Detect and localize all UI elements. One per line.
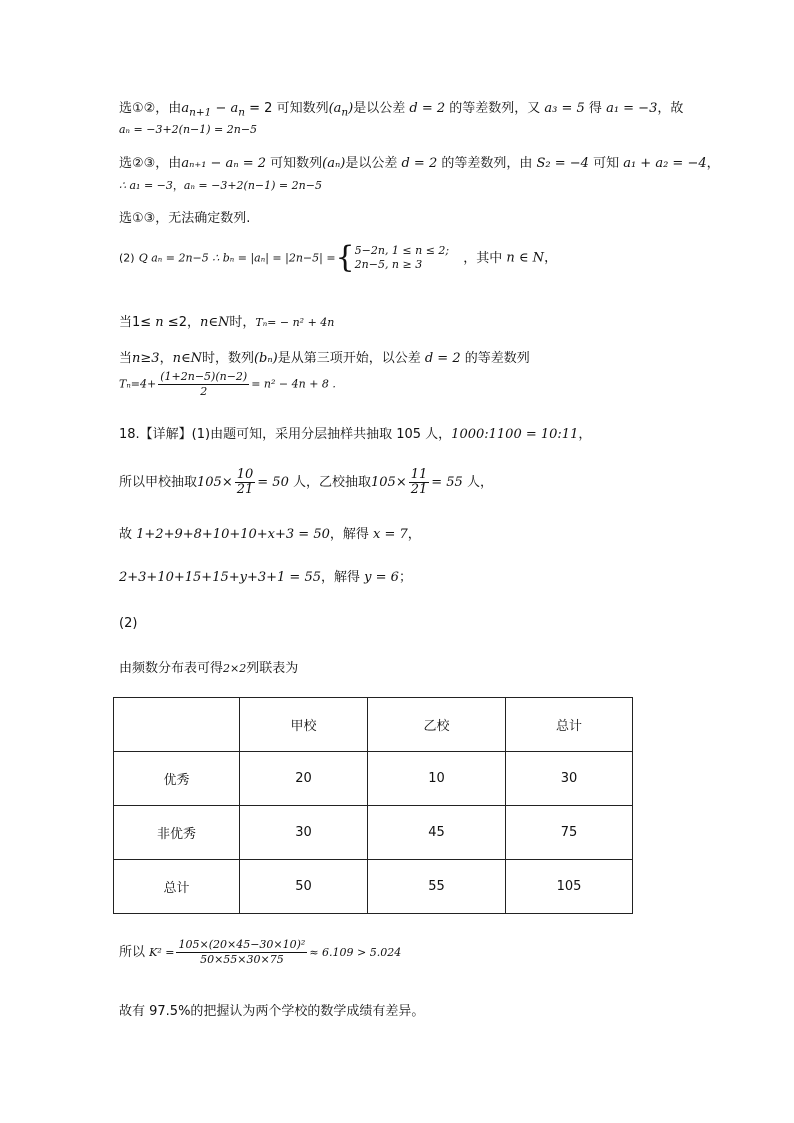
- numerator: 10: [236, 467, 254, 482]
- text: ，故: [657, 101, 684, 116]
- text: ，: [172, 179, 184, 192]
- math: y = 6: [364, 570, 399, 585]
- denominator: 21: [236, 482, 254, 497]
- math: Q aₙ = 2n−5 ∴ bₙ = |aₙ| = |2n−5| =: [138, 251, 336, 265]
- math: ): [348, 101, 354, 116]
- text: 时，数列: [201, 351, 254, 366]
- text: ，: [544, 250, 558, 266]
- fraction: [158, 370, 249, 399]
- table-cell: 乙校: [368, 698, 506, 752]
- math: 105×: [197, 475, 233, 490]
- math: n: [155, 315, 164, 330]
- math-line: [119, 370, 336, 399]
- denominator: 21: [410, 482, 428, 497]
- math: x = 7: [373, 527, 408, 542]
- text: 时，: [229, 315, 256, 330]
- denominator: 2: [200, 385, 208, 398]
- table-cell: 非优秀: [114, 806, 240, 860]
- table-cell: 总计: [506, 698, 633, 752]
- table-row: [114, 752, 633, 806]
- math: aₙ = −3+2(n−1) = 2n−5: [183, 179, 322, 192]
- text: 18.【详解】(1)由题可知，采用分层抽样共抽取 105 人，: [119, 427, 452, 442]
- text: 选②③，由: [119, 156, 182, 171]
- text: 得: [584, 101, 607, 116]
- text-line: 故有 97.5%的把握认为两个学校的数学成绩有差异。: [119, 1004, 425, 1019]
- text: 人，: [462, 475, 493, 490]
- math: 2×2: [223, 662, 247, 675]
- math: (bₙ): [253, 351, 278, 366]
- text-line: [119, 426, 591, 444]
- text-line: [119, 526, 421, 544]
- math: Tₙ= − n² + 4n: [255, 316, 335, 329]
- math: aₙ₊₁ − aₙ = 2: [181, 156, 267, 171]
- math: n: [238, 106, 246, 119]
- math: (aₙ): [322, 156, 346, 171]
- math: − a: [211, 101, 239, 116]
- text-line: 选①③，无法确定数列.: [119, 211, 251, 226]
- text: 所以甲校抽取: [119, 475, 198, 490]
- text: 的等差数列，由: [437, 156, 537, 171]
- math: Tₙ=4+: [119, 377, 157, 391]
- math: K² =: [149, 946, 175, 959]
- table-cell: 优秀: [114, 752, 240, 806]
- math: a: [181, 101, 190, 116]
- table-cell: 105: [506, 860, 633, 914]
- text: 是以公差: [345, 156, 402, 171]
- math: a₁ + a₂ = −4: [623, 156, 707, 171]
- math: S₂ = −4: [536, 156, 589, 171]
- text: 是从第三项开始，以公差: [277, 351, 425, 366]
- text-line: [119, 660, 298, 678]
- text: ，: [407, 527, 421, 542]
- math: n ∈ N: [506, 250, 545, 266]
- numerator: (1+2n−5)(n−2): [160, 370, 248, 383]
- math: n∈N: [199, 315, 230, 330]
- math: n∈N: [172, 351, 202, 366]
- text: ≤2，: [163, 315, 200, 330]
- table-cell: 甲校: [240, 698, 368, 752]
- text-line: [119, 314, 334, 332]
- table-row: [114, 860, 633, 914]
- math: n+1: [189, 106, 212, 119]
- math: = 55: [431, 475, 463, 490]
- fraction: [409, 468, 430, 497]
- table-cell: 50: [240, 860, 368, 914]
- math: a₁ = −3: [606, 101, 658, 116]
- denominator: 50×55×30×75: [200, 953, 284, 966]
- fraction: [235, 468, 256, 497]
- text: ，: [578, 427, 592, 442]
- text: ，: [706, 156, 720, 171]
- text: ，解得: [321, 570, 365, 585]
- numerator: 105×(20×45−30×10)²: [178, 938, 306, 951]
- text-line: [119, 155, 720, 173]
- text: 选①②，由: [119, 101, 182, 116]
- text-line: [119, 569, 412, 587]
- text-line: [119, 350, 530, 368]
- contingency-table: [113, 697, 633, 914]
- math-line: aₙ = −3+2(n−1) = 2n−5: [119, 123, 258, 136]
- math: 1+2+9+8+10+10+x+3 = 50: [136, 527, 330, 542]
- math: a₃ = 5: [544, 101, 585, 116]
- math: 105×: [371, 475, 407, 490]
- text: ；: [398, 570, 412, 585]
- text-line: (2): [119, 616, 138, 631]
- case-1: 5−2n, 1 ≤ n ≤ 2;: [354, 244, 450, 257]
- text: (2): [119, 251, 135, 265]
- text: 列联表为: [246, 661, 299, 676]
- case-2: 2n−5, n ≥ 3: [354, 258, 423, 271]
- table-cell: 30: [506, 752, 633, 806]
- text: 由频数分布表可得: [119, 661, 224, 676]
- text: 是以公差: [353, 101, 410, 116]
- table-cell: 10: [368, 752, 506, 806]
- table-cell: [114, 698, 240, 752]
- text: 的等差数列: [460, 351, 530, 366]
- table-row: [114, 806, 633, 860]
- math: = 50: [257, 475, 289, 490]
- math: 1000:1100 = 10:11: [451, 427, 579, 442]
- table-cell: 55: [368, 860, 506, 914]
- fraction: [176, 938, 307, 967]
- text: = 2 可知数列: [245, 101, 329, 116]
- table-cell: 75: [506, 806, 633, 860]
- text-line: [119, 938, 401, 967]
- math: = n² − 4n + 8 .: [251, 377, 336, 391]
- math-line: [119, 240, 558, 275]
- table-cell: 总计: [114, 860, 240, 914]
- math: ∴ a₁ = −3: [119, 179, 173, 192]
- text: 可知: [588, 156, 624, 171]
- text: 的等差数列，又: [445, 101, 545, 116]
- text-line: [119, 468, 493, 497]
- text: 当: [119, 351, 133, 366]
- text: 故: [119, 527, 137, 542]
- math-line: [119, 177, 322, 195]
- numerator: 11: [410, 467, 428, 482]
- math: (a: [328, 101, 342, 116]
- brace-symbol: {: [335, 240, 355, 275]
- table-cell: 45: [368, 806, 506, 860]
- text: 人，乙校抽取: [288, 475, 371, 490]
- text: 当1≤: [119, 315, 156, 330]
- math: d = 2: [409, 101, 446, 116]
- table-cell: 20: [240, 752, 368, 806]
- math: n: [341, 106, 349, 119]
- math: d = 2: [401, 156, 438, 171]
- text: 可知数列: [266, 156, 323, 171]
- math: 2+3+10+15+15+y+3+1 = 55: [119, 570, 322, 585]
- math: n≥3: [132, 351, 160, 366]
- text: ，解得: [329, 527, 373, 542]
- text-line: [119, 100, 683, 122]
- table-header-row: [114, 698, 633, 752]
- math: ≈ 6.109 > 5.024: [309, 946, 402, 959]
- text: ，其中: [463, 250, 507, 266]
- text: 所以: [119, 945, 150, 960]
- text: ，: [159, 351, 173, 366]
- table-cell: 30: [240, 806, 368, 860]
- math: d = 2: [424, 351, 461, 366]
- piecewise-cases: [355, 244, 450, 272]
